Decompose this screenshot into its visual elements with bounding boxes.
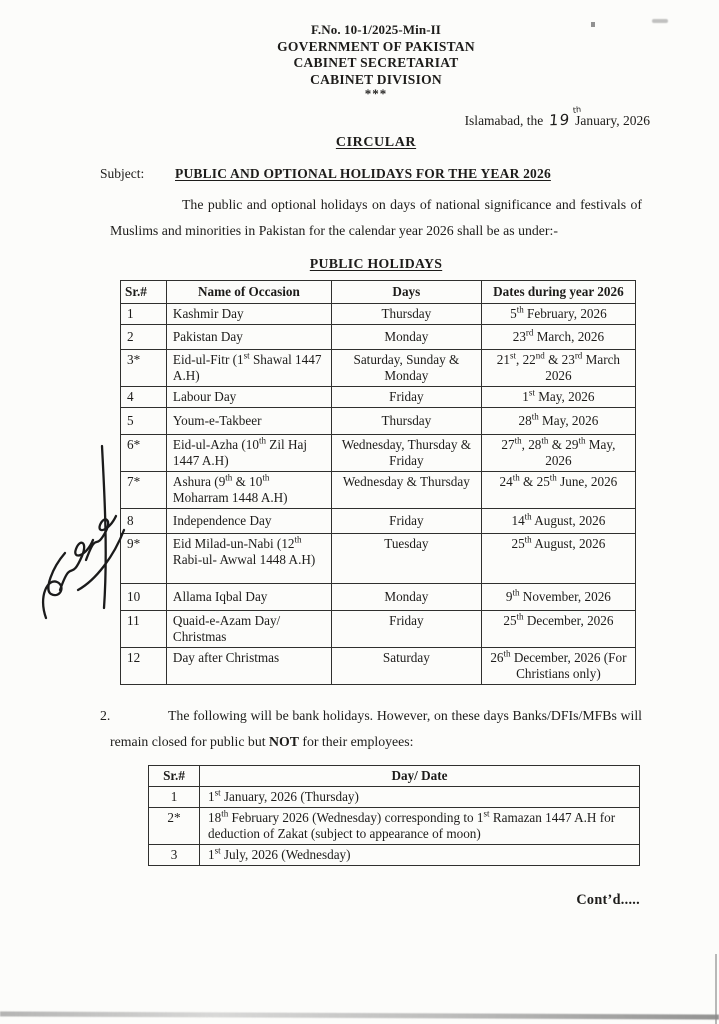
cell-occasion: Youm-e-Takbeer xyxy=(166,408,331,435)
cell-days: Saturday xyxy=(331,648,481,685)
cell-sr: 3 xyxy=(149,845,200,866)
para2-bold-not: NOT xyxy=(269,734,299,750)
separator-stars: *** xyxy=(364,86,388,101)
handwritten-day-suffix: th xyxy=(572,104,581,116)
header-day-date: Day/ Date xyxy=(200,766,640,787)
cell-sr: 3* xyxy=(121,350,167,387)
header-sr: Sr.# xyxy=(149,766,200,787)
cell-sr: 4 xyxy=(121,387,167,408)
cell-sr: 10 xyxy=(121,584,167,611)
scan-edge xyxy=(0,1011,719,1019)
public-holidays-table xyxy=(120,280,636,685)
cell-sr: 5 xyxy=(121,408,167,435)
cell-days: Wednesday, Thursday & Friday xyxy=(331,435,481,472)
scan-edge xyxy=(715,954,717,1024)
date-month-year: January, 2026 xyxy=(575,113,650,128)
cell-occasion: Independence Day xyxy=(166,509,331,534)
cell-dates: 26th December, 2026 (For Christians only) xyxy=(481,648,635,685)
intro-paragraph: The public and optional holidays on days of national significance and festivals of Muslims and minorities in Pakistan for the calendar year 2026 shall be as under:- xyxy=(110,197,642,238)
cell-days: Friday xyxy=(331,509,481,534)
cell-dates: 23rd March, 2026 xyxy=(481,325,635,350)
handwritten-day: 19 th xyxy=(547,104,581,130)
bank-holidays-table xyxy=(148,765,640,866)
paragraph-number: 2. xyxy=(100,708,111,724)
table-row xyxy=(121,387,636,408)
cell-occasion: Allama Iqbal Day xyxy=(166,584,331,611)
cell-days: Monday xyxy=(331,325,481,350)
cell-dates: 25th August, 2026 xyxy=(481,534,635,584)
table-row xyxy=(121,325,636,350)
header-sr: Sr.# xyxy=(121,281,167,304)
cell-dates: 14th August, 2026 xyxy=(481,509,635,534)
cell-dates: 28th May, 2026 xyxy=(481,408,635,435)
cell-dates: 25th December, 2026 xyxy=(481,611,635,648)
cell-days: Friday xyxy=(331,387,481,408)
cell-sr: 2* xyxy=(149,808,200,845)
cell-sr: 7* xyxy=(121,472,167,509)
cell-days: Thursday xyxy=(331,408,481,435)
cell-day_date: 1st January, 2026 (Thursday) xyxy=(200,787,640,808)
subject-label: Subject: xyxy=(100,166,145,181)
org-name: GOVERNMENT OF PAKISTAN xyxy=(277,38,475,54)
cell-occasion: Eid-ul-Azha (10th Zil Haj 1447 A.H) xyxy=(166,435,331,472)
cell-sr: 11 xyxy=(121,611,167,648)
cell-occasion: Kashmir Day xyxy=(166,304,331,325)
scan-artifact xyxy=(652,19,668,23)
subject-row xyxy=(100,166,652,182)
date-prefix: Islamabad, the xyxy=(464,113,544,128)
subject-text: PUBLIC AND OPTIONAL HOLIDAYS FOR THE YEAR 2026 xyxy=(175,166,551,181)
table-row xyxy=(121,350,636,387)
cell-occasion: Eid Milad-un-Nabi (12th Rabi-ul- Awwal 1448 A.H) xyxy=(166,534,331,584)
cell-occasion: Pakistan Day xyxy=(166,325,331,350)
document-page xyxy=(100,22,652,909)
table-row xyxy=(121,304,636,325)
cell-days: Saturday, Sunday & Monday xyxy=(331,350,481,387)
table-row xyxy=(121,408,636,435)
table-row xyxy=(121,472,636,509)
cell-sr: 12 xyxy=(121,648,167,685)
cell-occasion: Labour Day xyxy=(166,387,331,408)
cell-dates: 1st May, 2026 xyxy=(481,387,635,408)
table-row xyxy=(121,509,636,534)
cell-days: Monday xyxy=(331,584,481,611)
table-row xyxy=(121,584,636,611)
cell-days: Friday xyxy=(331,611,481,648)
public-holidays-title: PUBLIC HOLIDAYS xyxy=(309,256,443,271)
cell-sr: 1 xyxy=(121,304,167,325)
cell-days: Thursday xyxy=(331,304,481,325)
cell-sr: 2 xyxy=(121,325,167,350)
cell-dates: 5th February, 2026 xyxy=(481,304,635,325)
table-header-row xyxy=(121,281,636,304)
cell-day_date: 1st July, 2026 (Wednesday) xyxy=(200,845,640,866)
cell-dates: 24th & 25th June, 2026 xyxy=(481,472,635,509)
cell-sr: 6* xyxy=(121,435,167,472)
para2-text-before: The following will be bank holidays. However, on these days Banks/DFIs/MFBs will remain closed for public but xyxy=(110,708,642,750)
table-header-row xyxy=(149,766,640,787)
cell-days: Tuesday xyxy=(331,534,481,584)
table-row xyxy=(121,611,636,648)
date-line xyxy=(100,104,652,130)
header-dates: Dates during year 2026 xyxy=(481,281,635,304)
cell-day_date: 18th February 2026 (Wednesday) corresponding to 1st Ramazan 1447 A.H for deduction of Zakat (subject to appearance of moon) xyxy=(200,808,640,845)
bank-holidays-paragraph xyxy=(100,703,642,755)
cell-days: Wednesday & Thursday xyxy=(331,472,481,509)
cell-occasion: Day after Christmas xyxy=(166,648,331,685)
table-row xyxy=(121,534,636,584)
table-row xyxy=(121,648,636,685)
doc-type-title: CIRCULAR xyxy=(335,135,417,150)
continued-marker: Cont’d..... xyxy=(576,892,640,909)
table-row xyxy=(149,808,640,845)
org-division: CABINET DIVISION xyxy=(310,71,442,87)
cell-occasion: Ashura (9th & 10th Moharram 1448 A.H) xyxy=(166,472,331,509)
cell-sr: 1 xyxy=(149,787,200,808)
para2-text-after: for their employees: xyxy=(298,734,414,750)
letterhead xyxy=(100,22,652,99)
table-row xyxy=(121,435,636,472)
cell-sr: 8 xyxy=(121,509,167,534)
file-number: F.No. 10-1/2025-Min-II xyxy=(311,22,441,37)
header-occasion: Name of Occasion xyxy=(166,281,331,304)
org-secretariat: CABINET SECRETARIAT xyxy=(293,55,459,70)
table-row xyxy=(149,787,640,808)
cell-occasion: Eid-ul-Fitr (1st Shawal 1447 A.H) xyxy=(166,350,331,387)
cell-dates: 27th, 28th & 29th May, 2026 xyxy=(481,435,635,472)
cell-dates: 9th November, 2026 xyxy=(481,584,635,611)
scan-artifact xyxy=(591,22,595,27)
header-days: Days xyxy=(331,281,481,304)
cell-occasion: Quaid-e-Azam Day/ Christmas xyxy=(166,611,331,648)
cell-dates: 21st, 22nd & 23rd March 2026 xyxy=(481,350,635,387)
cell-sr: 9* xyxy=(121,534,167,584)
table-row xyxy=(149,845,640,866)
